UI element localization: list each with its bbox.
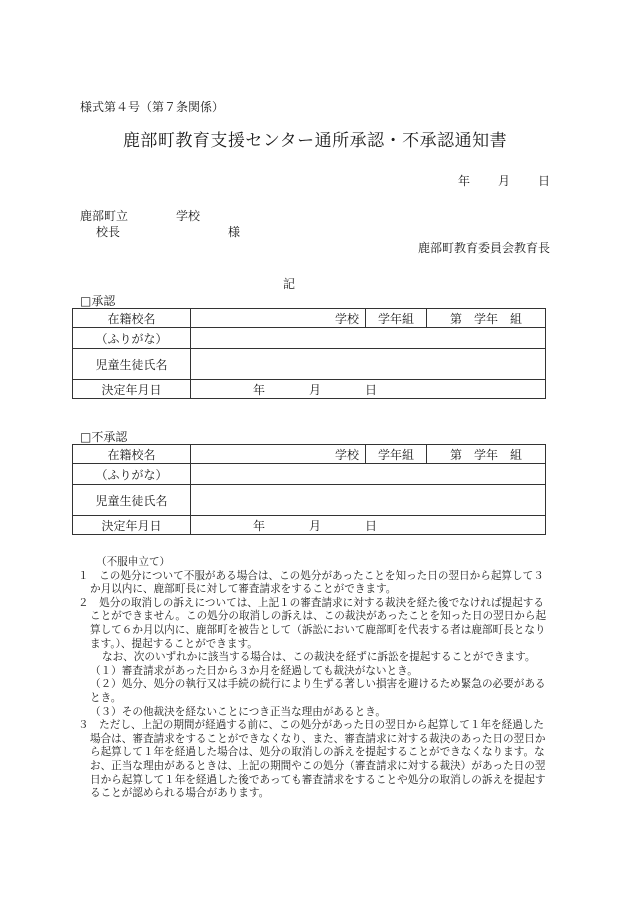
page-title: 鹿部町教育支援センター通所承認・不承認通知書 [122,131,508,151]
furigana-label: （ふりがな） [73,328,191,349]
student-name-field [191,485,546,516]
decision-date-year: 年 [253,382,266,397]
recipient-school: 鹿部町立 学校 [80,209,201,223]
decision-date-month: 月 [309,382,322,397]
school-label: 在籍校名 [73,309,191,328]
student-name-field [191,349,546,380]
grade-label: 学年組 [366,309,427,328]
date-month-label: 月 [498,174,511,188]
student-name-label: 児童生徒氏名 [73,349,191,380]
sender: 鹿部町教育委員会教育長 [417,241,550,255]
decision-date-day: 日 [365,382,378,397]
issue-date [458,172,550,189]
school-suffix: 学校 [191,309,366,328]
note-2b: なお、次のいずれかに該当する場合は、この裁決を経ずに訴訟を提起することができます。 [102,651,536,664]
table-row [73,464,546,485]
table-row [73,328,546,349]
note-sub-1: （１）審査請求があった日から３か月を経過しても裁決がないとき。 [90,664,418,677]
grade-label: 学年組 [366,445,427,464]
table-row [73,485,546,516]
school-label: 在籍校名 [73,445,191,464]
disapproval-heading: □不承認 [80,430,128,444]
note-2: ２ 処分の取消しの訴えについては、上記１の審査請求に対する裁決を経た後でなければ提起することができません。この処分の取消しの訴えは、この裁決があったことを知った日の翌日から起算して６か月以内に、鹿部町を被告として（訴訟において鹿部町を代表する者は鹿部町長となります。）、提起することができます。 [78,596,547,650]
disapproval-table [72,444,546,535]
approval-table [72,308,546,399]
note-sub-3: （３）その他裁決を経ないことにつき正当な理由があるとき。 [90,705,386,718]
table-row [73,349,546,380]
ki-marker: 記 [283,277,296,291]
decision-date-day: 日 [365,518,378,533]
table-row [73,380,546,399]
date-day-label: 日 [538,174,551,188]
decision-date-month: 月 [309,518,322,533]
note-1: １ この処分について不服がある場合は、この処分があったことを知った日の翌日から起算して３か月以内に、鹿部町長に対して審査請求をすることができます。 [78,569,544,596]
note-3: ３ ただし、上記の期間が経過する前に、この処分があった日の翌日から起算して１年を経過した場合は、審査請求をすることができなくなり、また、審査請求に対する裁決のあった日の翌日から起算して１年を経過した場合は、処分の取消しの訴えを提起することができなくなります。なお、正当な理由があるときは、上記の期間やこの処分（審査請求に対する裁決）があった日の翌日から起算して１年を経過した後であっても審査請求をすることや処分の取消しの訴えを提起することが認められる場合があります。 [78,719,546,800]
decision-date-year: 年 [253,518,266,533]
form-number: 様式第４号（第７条関係） [80,100,225,114]
recipient-principal: 校長 様 [96,225,241,239]
grade-value: 第 学年 組 [427,445,546,464]
grade-value: 第 学年 組 [427,309,546,328]
decision-date-field [191,380,546,399]
date-year-label: 年 [458,174,471,188]
furigana-label: （ふりがな） [73,464,191,485]
furigana-field [191,328,546,349]
decision-date-label: 決定年月日 [73,516,191,535]
appeal-notes [78,556,554,801]
approval-heading: □承認 [80,294,116,308]
furigana-field [191,464,546,485]
note-sub-2: （２）処分、処分の執行又は手続の続行により生ずる著しい損害を避けるため緊急の必要があるとき。 [90,678,546,704]
decision-date-label: 決定年月日 [73,380,191,399]
table-row [73,516,546,535]
school-suffix: 学校 [191,445,366,464]
table-row [73,309,546,328]
decision-date-field [191,516,546,535]
table-row [73,445,546,464]
student-name-label: 児童生徒氏名 [73,485,191,516]
notes-heading: （不服申立て） [96,556,171,568]
